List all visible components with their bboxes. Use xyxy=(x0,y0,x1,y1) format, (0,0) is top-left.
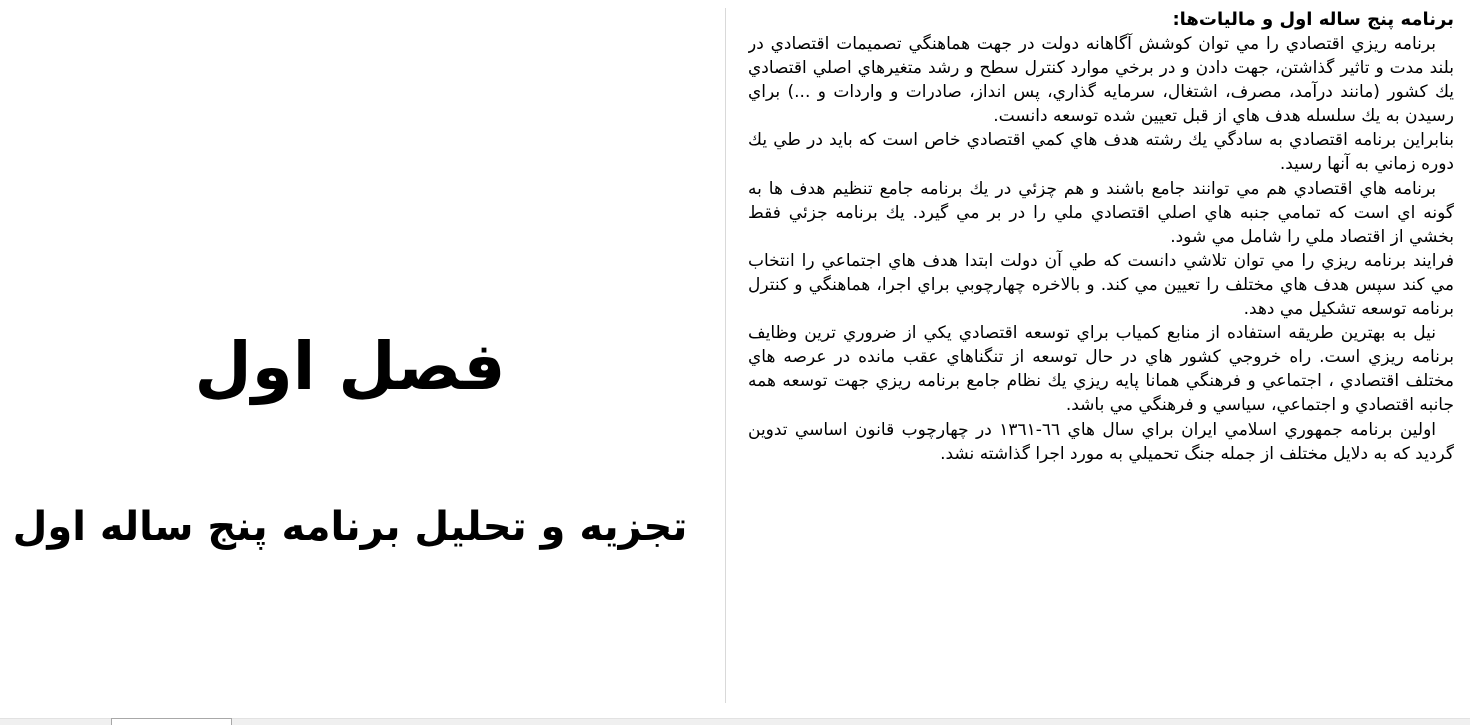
paragraph-plan-types: برنامه هاي اقتصادي هم مي توانند جامع باشند و هم چزئي در يك برنامه جامع تنظيم هدف ها به گونه اي است كه تمامي جنبه هاي اصلي اقتصادي ملي را در بر مي گيرد. يك برنامه جزئي فقط بخشي از اقتصاد ملي را شامل مي شود. xyxy=(748,178,1454,247)
page-divider xyxy=(725,8,726,703)
section-heading: برنامه پنج ساله اول و ماليات‌ها: xyxy=(1172,9,1454,30)
chapter-title: فصل اول xyxy=(194,328,506,405)
chapter-subtitle: تجزيه و تحليل برنامه پنج ساله اول xyxy=(12,504,688,550)
text-page xyxy=(748,8,1454,704)
page-input-field[interactable] xyxy=(111,718,232,725)
paragraph-summary: بنابراين برنامه اقتصادي به سادگي يك رشته هدف هاي كمي اقتصادي خاص است كه بايد در طي يك دوره زماني به آنها رسيد. xyxy=(748,130,1454,175)
paragraph-resources: نيل به بهترين طريقه استفاده از منابع كمياب براي توسعه اقتصادي يكي از ضروري ترين وظايف برنامه ريزي است. راه خروجي كشور هاي در حال توسعه از تنگناهاي عقب مانده در عرصه هاي مختلف اقتصادي ، اجتماعي و فرهنگي همانا پايه ريزي يك نظام جامع برنامه ريزي جهت توسعه همه جانبه اقتصادي و اجتماعي، سياسي و فرهنگي مي باشد. xyxy=(748,323,1454,416)
paragraph-first-plan: اولين برنامه جمهوري اسلامي ايران براي سال هاي ٦٦-١٣٦١ در چهارچوب قانون اساسي تدوين گرديد كه به دلايل مختلف از جمله جنگ تحميلي به مورد اجرا گذاشته نشد. xyxy=(748,419,1454,464)
paragraph-definition: برنامه ريزي اقتصادي را مي توان كوشش آگاهانه دولت در جهت هماهنگي تصميمات اقتصادي در بلند مدت و تاثير گذاشتن، جهت دادن و در برخي موارد كنترل سطح و رشد متغيرهاي اصلي اقتصادي يك كشور (مانند درآمد، مصرف، اشتغال، سرمايه گذاري، پس انداز، صادرات و واردات و ...) براي رسيدن به يك سلسله هدف هاي از قبل تعيين شده توسعه دانست. xyxy=(748,34,1454,127)
cover-page xyxy=(0,0,700,718)
paragraph-process: فرايند برنامه ريزي را مي توان تلاشي دانست كه طي آن دولت ابتدا هدف هاي اجتماعي را انتخاب مي كند سپس هدف هاي مختلف را تعيين مي كند. و بالاخره چهارچوبي براي اجرا، هماهنگي و كنترل برنامه توسعه تشكيل مي دهد. xyxy=(748,250,1454,320)
